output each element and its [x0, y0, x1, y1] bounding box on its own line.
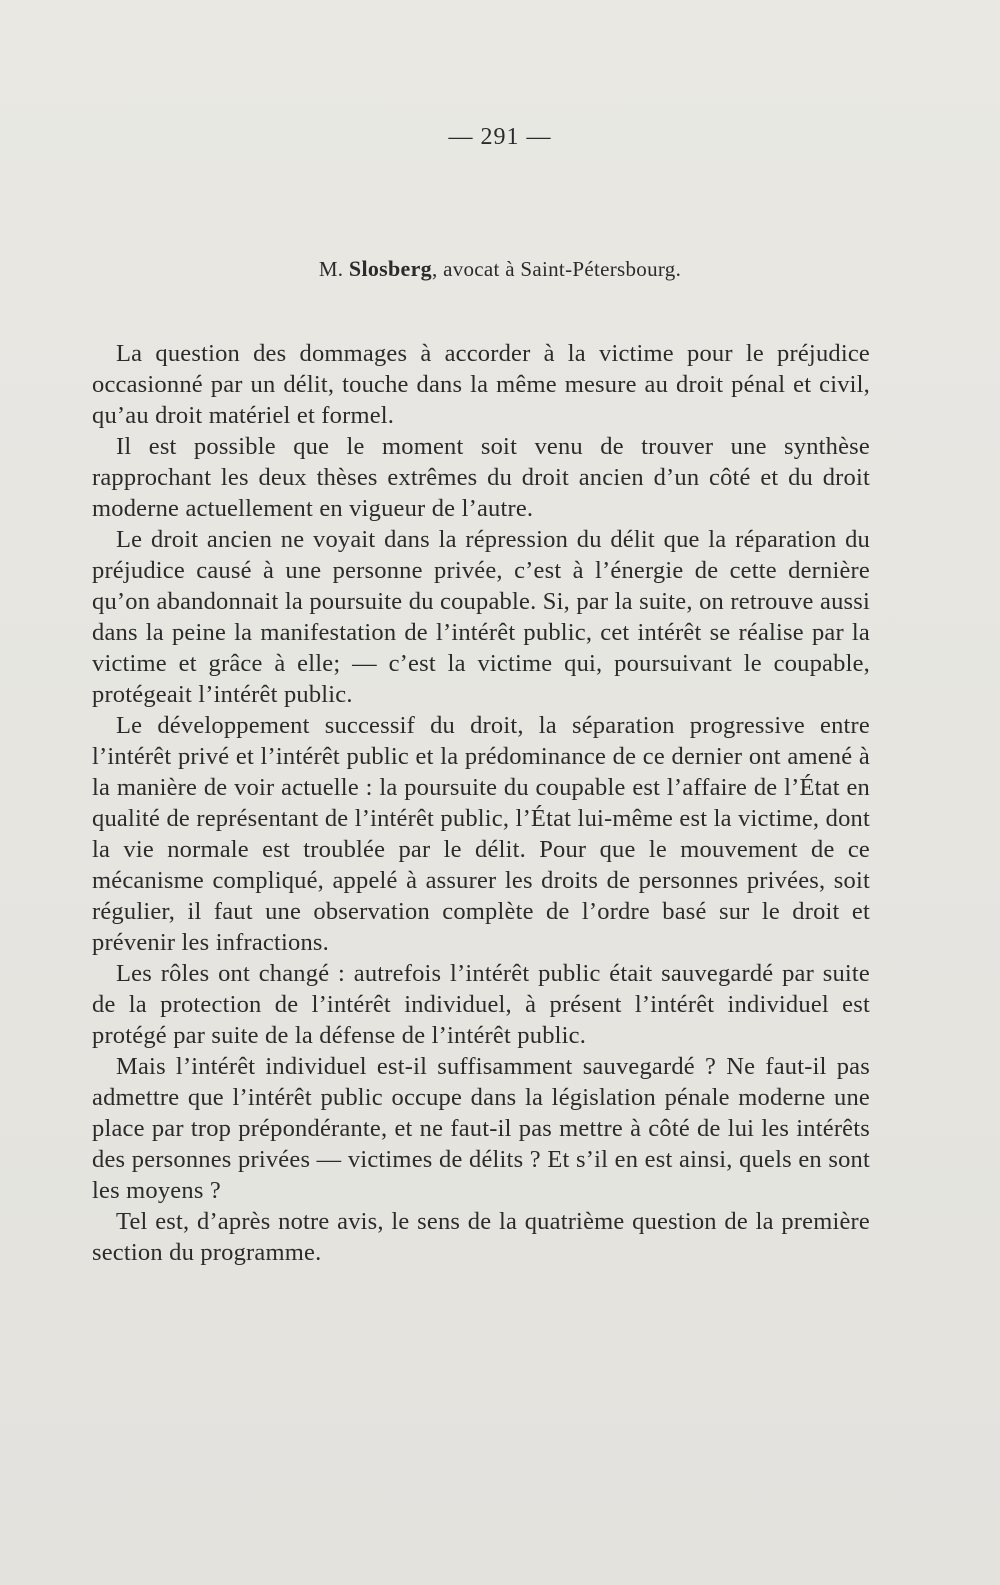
speaker-prefix: M.: [318, 257, 349, 281]
paragraph: Les rôles ont changé : autrefois l’intérêt public était sauvegardé par suite de la protection de l’intérêt individuel, à présent l’intérêt individuel est protégé par suite de la défense de l’intérêt public.: [92, 960, 870, 1049]
speaker-affiliation: , avocat à Saint-Pétersbourg.: [431, 257, 682, 281]
paragraph: Le droit ancien ne voyait dans la répression du délit que la réparation du préjudice causé à une personne privée, c’est à l’énergie de cette dernière qu’on abandonnait la poursuite du coupable. Si, par la suite, on retrouve aussi dans la peine la manifestation de l’intérêt public, cet intérêt se réalise par la victime et grâce à elle; — c’est la victime qui, poursuivant le coupable, protégeait l’intérêt public.: [92, 526, 870, 708]
paragraph: Le développement successif du droit, la séparation progressive entre l’intérêt privé et l’intérêt public et la prédominance de ce dernier ont amené à la manière de voir actuelle : la poursuite du coupable est l’affaire de l’État en qualité de représentant de l’intérêt public, l’État lui-même est la victime, dont la vie normale est troublée par le délit. Pour que le mouvement de ce mécanisme compliqué, appelé à assurer les droits de personnes privées, soit régulier, il faut une observation complète de l’ordre basé sur le droit et prévenir les infractions.: [92, 712, 870, 956]
paragraph: Mais l’intérêt individuel est-il suffisamment sauvegardé ? Ne faut-il pas admettre que l’intérêt public occupe dans la législation pénale moderne une place par trop prépondérante, et ne faut-il pas mettre à côté de lui les intérêts des personnes privées — victimes de délits ? Et s’il en est ainsi, quels en sont les moyens ?: [92, 1053, 870, 1204]
paragraph: Il est possible que le moment soit venu de trouver une synthèse rapprochant les deux thèses extrêmes du droit ancien d’un côté et du droit moderne actuellement en vigueur de l’autre.: [92, 433, 870, 522]
speaker-name: Slosberg: [348, 256, 432, 281]
page-number: — 291 —: [448, 124, 552, 150]
paragraph: La question des dommages à accorder à la victime pour le préjudice occasionné par un délit, touche dans la même mesure au droit pénal et civil, qu’au droit matériel et formel.: [92, 340, 870, 429]
body-text: [92, 338, 870, 1268]
paragraph: Tel est, d’après notre avis, le sens de la quatrième question de la première section du programme.: [92, 1208, 870, 1266]
speaker-heading: [0, 256, 1000, 282]
